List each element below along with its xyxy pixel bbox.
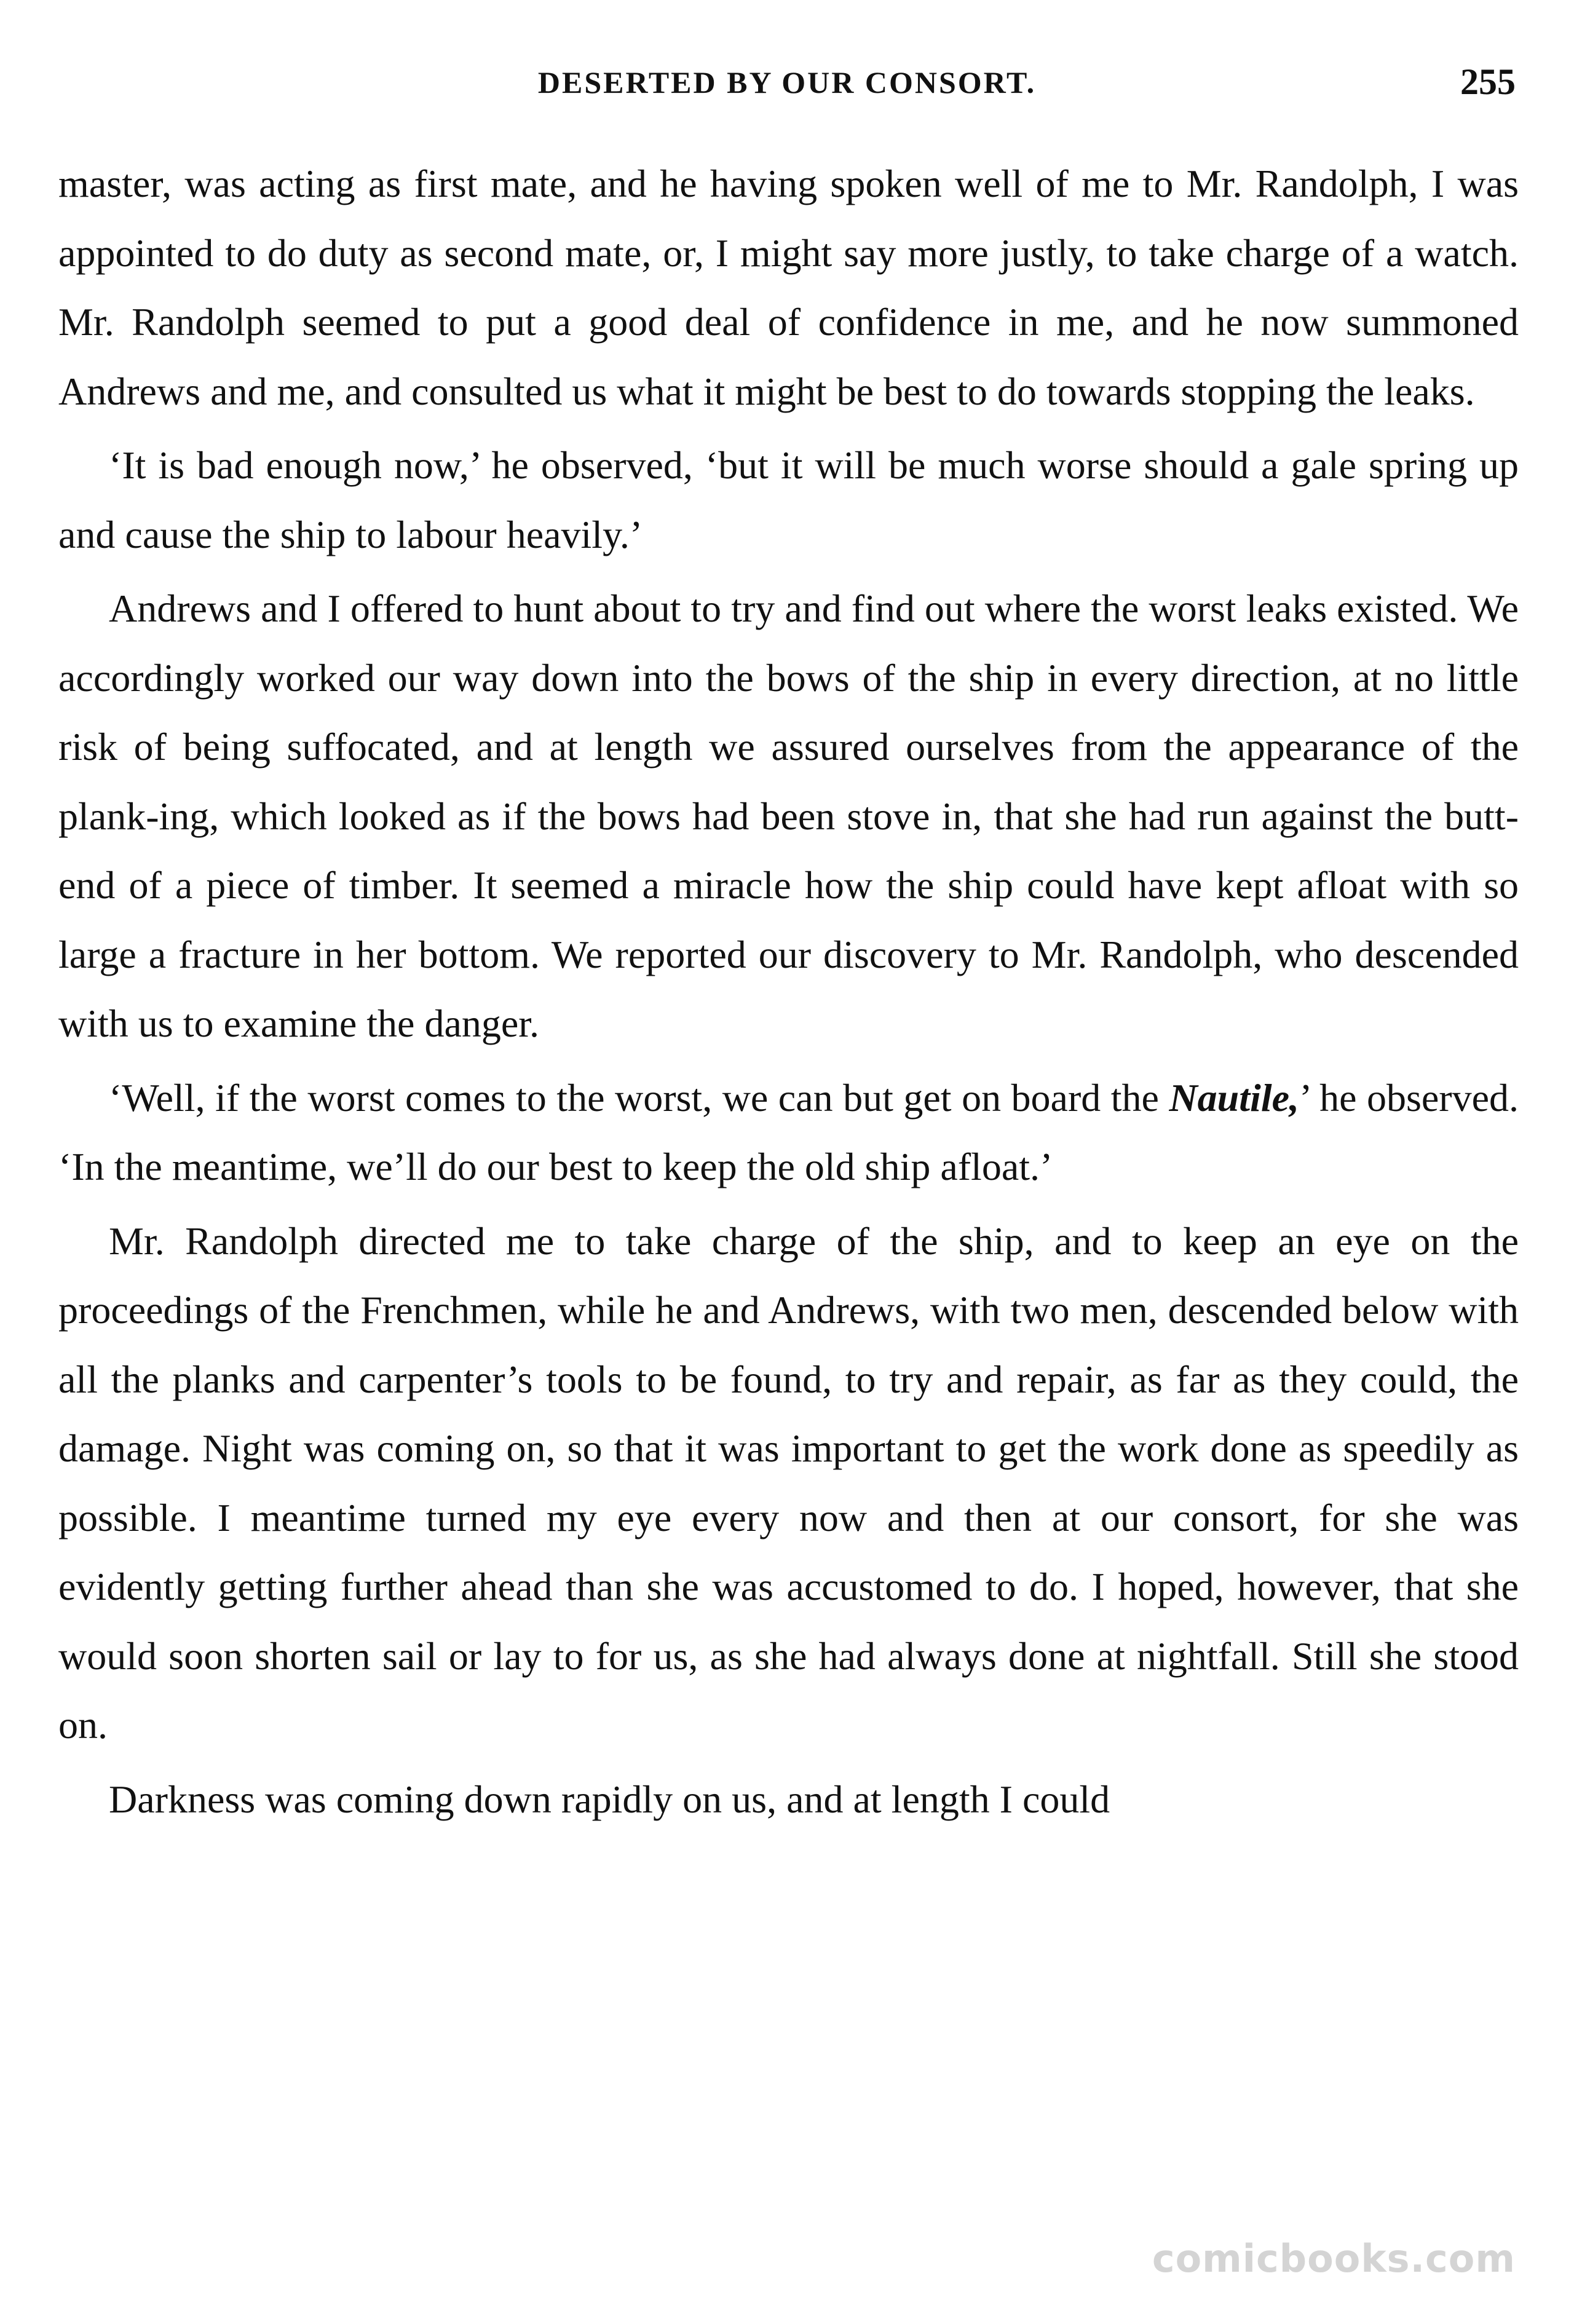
paragraph-5: Mr. Randolph directed me to take charge of the ship, and to keep an eye on the proceedings of the Frenchmen, while he and Andrews, with two men, descended below with all the planks and carpenter’s tools to be found, to try and repair, as far as they could, the damage. Night was coming on, so that it was important to get the work done as speedily as possible. I meantime turned my eye every now and then at our consort, for she was evidently getting further ahead than she was accustomed to do. I hoped, however, that she would soon shorten sail or lay to for us, as she had always done at nightfall. Still she stood on. bbox=[58, 1219, 1519, 1747]
body-text bbox=[58, 149, 1519, 1834]
paragraph-4 bbox=[58, 1064, 1519, 1202]
ship-name-nautile: Nautile, bbox=[1169, 1075, 1300, 1120]
page-header bbox=[58, 52, 1516, 120]
paragraph-3: Andrews and I offered to hunt about to try and find out where the worst leaks existed. We accordingly worked our way down into the bows of the ship in every direction, at no little risk of being suffocated, and at length we assured ourselves from the appearance of the plank-ing, which looked as if the bows had been stove in, that she had run against the butt-end of a piece of timber. It seemed a miracle how the ship could have kept afloat with so large a fracture in her bottom. We reported our discovery to Mr. Randolph, who descended with us to examine the danger. bbox=[58, 587, 1519, 1045]
paragraph-6: Darkness was coming down rapidly on us, and at length I could bbox=[109, 1777, 1110, 1821]
watermark: comicbooks.com bbox=[1152, 2236, 1516, 2281]
paragraph-2: ‘It is bad enough now,’ he observed, ‘but it will be much worse should a gale spring up and cause the ship to labour heavily.’ bbox=[58, 443, 1519, 556]
paragraph-1: master, was acting as first mate, and he having spoken well of me to Mr. Randolph, I was appointed to do duty as second mate, or, I might say more justly, to take charge of a watch. Mr. Randolph seemed to put a good deal of confidence in me, and he now summoned Andrews and me, and consulted us what it might be best to do towards stopping the leaks. bbox=[58, 162, 1519, 413]
page-number: 255 bbox=[1460, 61, 1516, 102]
paragraph-4-before: ‘Well, if the worst comes to the worst, we can but get on board the bbox=[109, 1075, 1169, 1120]
running-title: DESERTED BY OUR CONSORT. bbox=[537, 65, 1037, 100]
paragraph-4-after: ’ he observed. ‘In the meantime, we’ll do our best to keep the old ship afloat.’ bbox=[58, 1075, 1519, 1188]
